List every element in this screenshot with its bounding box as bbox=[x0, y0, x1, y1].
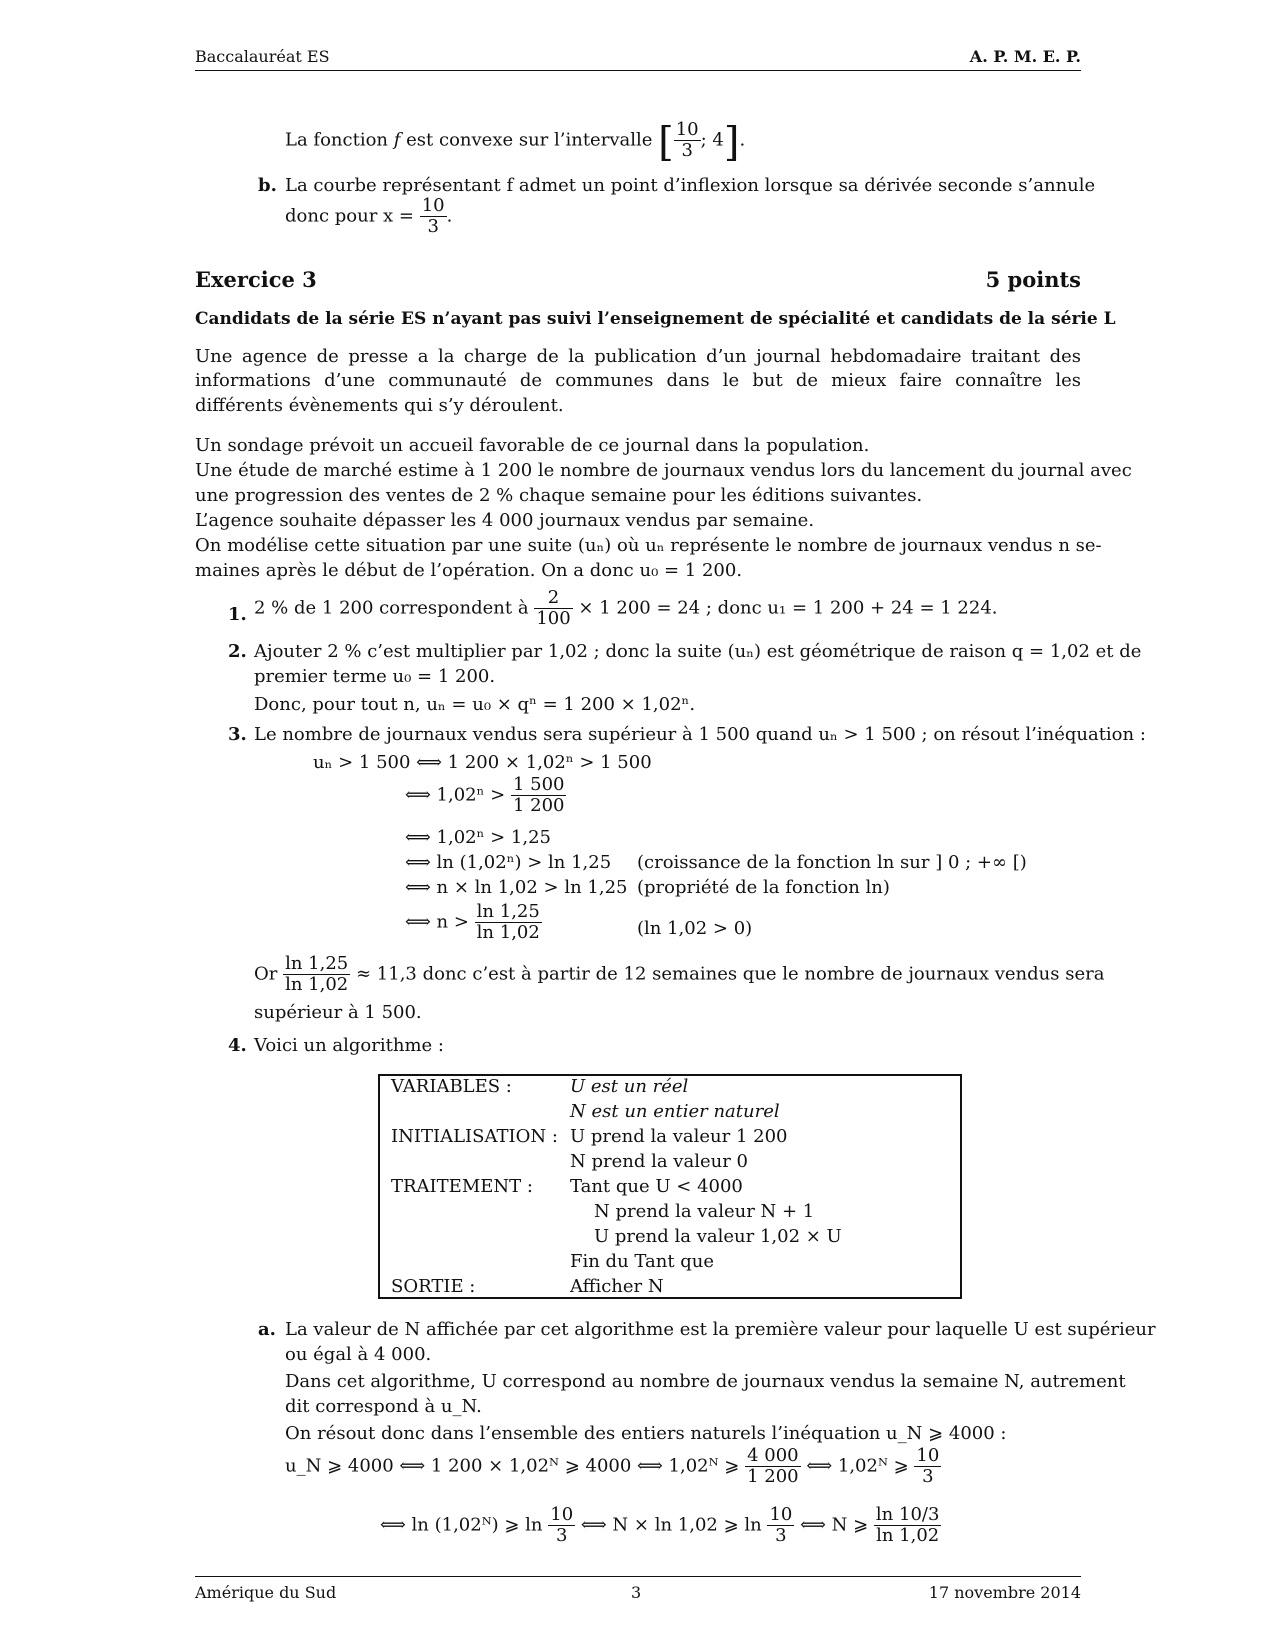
algo-end-while: Fin du Tant que bbox=[570, 1251, 715, 1272]
q3-line-1: Le nombre de journaux vendus sera supérieur à 1 500 quand uₙ > 1 500 ; on résout l’inéquation : bbox=[254, 724, 1146, 745]
footer-rule bbox=[195, 1576, 1081, 1577]
q4a-line-2: ou égal à 4 000. bbox=[285, 1344, 432, 1365]
q3-eq-5: ⟺ n × ln 1,02 > ln 1,25 bbox=[405, 877, 628, 898]
intro-line-3: une progression des ventes de 2 % chaque semaine pour les éditions suivantes. bbox=[195, 485, 923, 506]
algo-increment-n: N prend la valeur N + 1 bbox=[594, 1201, 815, 1222]
item-b-label: b. bbox=[258, 175, 277, 196]
algo-var-n: N est un entier naturel bbox=[570, 1101, 780, 1122]
q3-eq-2: ⟺ 1,02ⁿ > $\frac{1 500}{1 200}$ bbox=[405, 774, 565, 816]
algo-init-n: N prend la valeur 0 bbox=[570, 1151, 748, 1172]
item-b-text: La courbe représentant f admet un point d’inflexion lorsque sa dérivée seconde s’annule bbox=[285, 175, 1096, 196]
algo-key-traitement: TRAITEMENT : bbox=[391, 1176, 533, 1197]
q4a-math-line-2: ⟺ ln (1,02ᴺ) ⩾ ln $\frac{10}{3}$ ⟺ N × ln 1,02 ⩾ ln $\frac{10}{3}$ ⟺ N ⩾ $\frac{\ln 10/3}{\ln 1,02}$ bbox=[380, 1504, 940, 1546]
q3-comment-6: (ln 1,02 > 0) bbox=[637, 918, 753, 939]
header-rule bbox=[195, 70, 1081, 71]
exercise-points: 5 points bbox=[985, 267, 1081, 292]
q4a-line-1: La valeur de N affichée par cet algorithme est la première valeur pour laquelle U est supérieur bbox=[285, 1319, 1156, 1340]
q1-text: 2 % de 1 200 correspondent à $\frac{2}{100}$ × 1 200 = 24 ; donc u₁ = 1 200 + 24 = 1 224. bbox=[254, 587, 998, 629]
q3-conclusion-line-2: supérieur à 1 500. bbox=[254, 1002, 422, 1023]
intro-paragraph: Une agence de presse a la charge de la publication d’un journal hebdomadaire traitant des informations d’une communauté de communes dans le but de mieux faire connaître les différents évènements qui s’y déroulent. bbox=[195, 346, 1081, 416]
exercise-title: Exercice 3 bbox=[195, 267, 317, 292]
intro-line-5: On modélise cette situation par une suite (uₙ) où uₙ représente le nombre de journaux vendus n se- bbox=[195, 535, 1102, 556]
q4a-line-3: Dans cet algorithme, U correspond au nombre de journaux vendus la semaine N, autrement bbox=[285, 1371, 1126, 1392]
q3-comment-4: (croissance de la fonction ln sur ] 0 ; +∞ [) bbox=[637, 852, 1027, 873]
q2-line-3: Donc, pour tout n, uₙ = u₀ × qⁿ = 1 200 × 1,02ⁿ. bbox=[254, 694, 696, 715]
q4-intro: Voici un algorithme : bbox=[254, 1035, 444, 1056]
q4a-line-4: dit correspond à u_N. bbox=[285, 1396, 482, 1417]
q2-number: 2. bbox=[228, 641, 247, 662]
footer-right: 17 novembre 2014 bbox=[928, 1583, 1081, 1602]
q3-eq-1: uₙ > 1 500 ⟺ 1 200 × 1,02ⁿ > 1 500 bbox=[313, 752, 652, 773]
q1-number: 1. bbox=[228, 604, 247, 625]
algo-var-u: U est un réel bbox=[570, 1076, 689, 1097]
algo-key-sortie: SORTIE : bbox=[391, 1276, 476, 1297]
q4a-math-line-1: u_N ⩾ 4000 ⟺ 1 200 × 1,02ᴺ ⩾ 4000 ⟺ 1,02ᴺ ⩾ $\frac{4 000}{1 200}$ ⟺ 1,02ᴺ ⩾ $\frac{10}{3}$ bbox=[285, 1445, 940, 1487]
intro-line-6: maines après le début de l’opération. On a donc u₀ = 1 200. bbox=[195, 560, 743, 581]
exercise-subtitle: Candidats de la série ES n’ayant pas suivi l’enseignement de spécialité et candidats de la série L bbox=[195, 309, 1116, 329]
q4-number: 4. bbox=[228, 1035, 247, 1056]
q3-eq-4: ⟺ ln (1,02ⁿ) > ln 1,25 bbox=[405, 852, 612, 873]
intro-line-2: Une étude de marché estime à 1 200 le nombre de journaux vendus lors du lancement du journal avec bbox=[195, 460, 1132, 481]
q3-conclusion: Or $\frac{\ln 1,25}{\ln 1,02}$ ≈ 11,3 donc c’est à partir de 12 semaines que le nombre de journaux vendus sera bbox=[254, 953, 1105, 995]
page-number: 3 bbox=[631, 1583, 642, 1602]
item-b-line2: donc pour x = $\frac{10}{3}$ . bbox=[285, 195, 453, 237]
algo-key-variables: VARIABLES : bbox=[391, 1076, 512, 1097]
q3-eq-3: ⟺ 1,02ⁿ > 1,25 bbox=[405, 827, 551, 848]
q3-number: 3. bbox=[228, 724, 247, 745]
footer-left: Amérique du Sud bbox=[195, 1583, 337, 1602]
intro-line-1: Un sondage prévoit un accueil favorable de ce journal dans la population. bbox=[195, 435, 870, 456]
algo-while: Tant que U < 4000 bbox=[570, 1176, 743, 1197]
q2-line-2: premier terme u₀ = 1 200. bbox=[254, 666, 496, 687]
q3-comment-5: (propriété de la fonction ln) bbox=[637, 877, 890, 898]
intro-line-4: L’agence souhaite dépasser les 4 000 journaux vendus par semaine. bbox=[195, 510, 815, 531]
algo-update-u: U prend la valeur 1,02 × U bbox=[594, 1226, 842, 1247]
algo-output: Afficher N bbox=[570, 1276, 664, 1297]
algo-key-init: INITIALISATION : bbox=[391, 1126, 558, 1147]
q4a-line-5: On résout donc dans l’ensemble des entiers naturels l’inéquation u_N ⩾ 4000 : bbox=[285, 1423, 1007, 1444]
q4a-label: a. bbox=[258, 1319, 276, 1340]
header-right: A. P. M. E. P. bbox=[969, 47, 1081, 66]
q3-eq-6: ⟺ n > $\frac{\ln 1,25}{\ln 1,02}$ bbox=[405, 901, 540, 943]
convexity-line: La fonction f est convexe sur l’intervalle [ $\frac{10}{3}$ ; 4]. bbox=[285, 119, 746, 166]
header-left: Baccalauréat ES bbox=[195, 47, 330, 66]
q2-line-1: Ajouter 2 % c’est multiplier par 1,02 ; donc la suite (uₙ) est géométrique de raison q = 1,02 et de bbox=[254, 641, 1142, 662]
algo-init-u: U prend la valeur 1 200 bbox=[570, 1126, 788, 1147]
